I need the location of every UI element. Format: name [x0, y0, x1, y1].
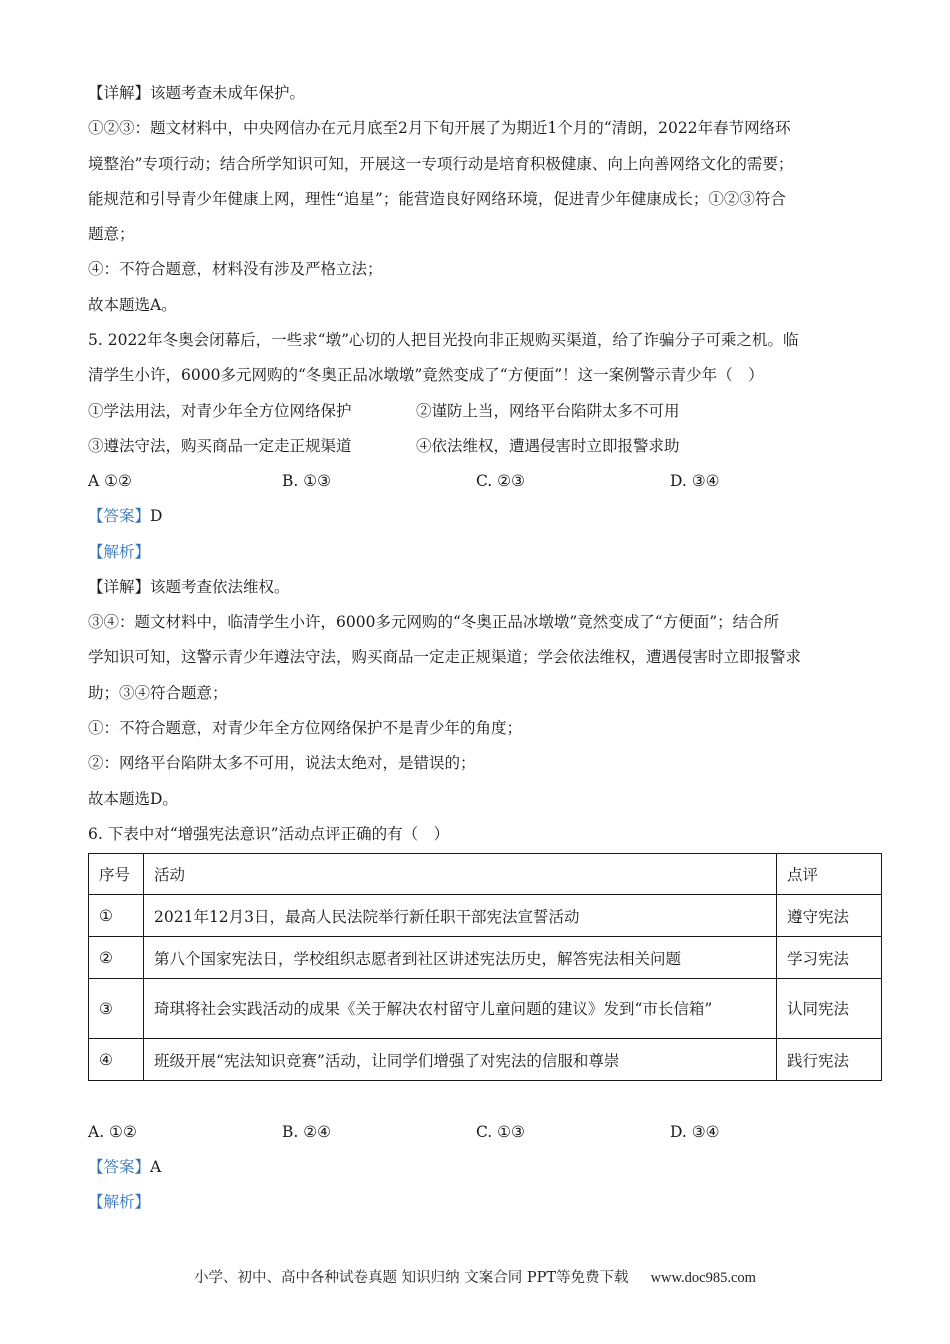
answer-value: D: [150, 507, 163, 526]
question-6-stem: 6. 下表中对“增强宪法意识”活动点评正确的有（ ）: [88, 824, 450, 843]
table-cell: 2021年12月3日，最高人民法院举行新任职干部宪法宣誓活动: [144, 895, 777, 937]
question-5-stem-cont: 清学生小许，6000多元网购的“冬奥正品冰墩墩”竟然变成了“方便面”！这一案例警示青少年（ ）: [88, 366, 764, 385]
detail-tag: 【详解】: [88, 84, 151, 102]
paragraph-line: 助；③④符合题意；: [88, 683, 228, 702]
detail-tag: 【详解】: [88, 577, 151, 596]
table-cell: 班级开展“宪法知识竞赛”活动，让同学们增强了对宪法的信服和尊崇: [144, 1039, 777, 1081]
conclusion-line: 故本题选A。: [88, 295, 177, 314]
table-cell: 第八个国家宪法日，学校组织志愿者到社区讲述宪法历史，解答宪法相关问题: [144, 937, 777, 979]
table-cell: 遵守宪法: [777, 895, 882, 937]
analysis-line: [88, 1185, 863, 1220]
document-body: [88, 76, 863, 852]
question-5-options: [88, 464, 863, 499]
table-row: [89, 979, 882, 1039]
answer-line: [88, 499, 863, 534]
table-cell: ③: [89, 979, 144, 1039]
question-6-options: [88, 1115, 863, 1150]
table-cell: ②: [89, 937, 144, 979]
table-cell: 践行宪法: [777, 1039, 882, 1081]
footer-text: 小学、初中、高中各种试卷真题 知识归纳 文案合同 PPT等免费下载: [194, 1270, 629, 1286]
paragraph-line: ④：不符合题意，材料没有涉及严格立法；: [88, 260, 383, 279]
table-cell: 认同宪法: [777, 979, 882, 1039]
answer-line: [88, 1150, 863, 1185]
paragraph-line: ③④：题文材料中，临清学生小许，6000多元网购的“冬奥正品冰墩墩”竟然变成了“方便面”；结合所: [88, 613, 780, 632]
answer-value: A: [150, 1158, 162, 1176]
footer-url[interactable]: www.doc985.com: [650, 1270, 756, 1286]
activity-table: [88, 853, 882, 1081]
statement-4: ④依法维权，遭遇侵害时立即报警求助: [416, 436, 680, 455]
answer-tag: 【答案】: [88, 1158, 151, 1176]
table-header-cell: 序号: [89, 854, 144, 895]
table-cell: ④: [89, 1039, 144, 1081]
option-b: B. ①③: [282, 472, 332, 491]
table-cell: ①: [89, 895, 144, 937]
option-d: D. ③④: [670, 472, 720, 491]
table-row: [89, 937, 882, 979]
detail-line: 【详解】该题考查依法维权。: [88, 577, 290, 596]
statement-3: ③遵法守法，购买商品一定走正规渠道: [88, 436, 352, 455]
conclusion-line: 故本题选D。: [88, 789, 178, 808]
option-a: A. ①②: [88, 1123, 137, 1141]
paragraph-line: 能规范和引导青少年健康上网，理性“追星”；能营造良好网络环境，促进青少年健康成长；①②③符合: [88, 189, 786, 208]
paragraph-line: 学知识可知，这警示青少年遵法守法，购买商品一定走正规渠道；学会依法维权，遭遇侵害时立即报警求: [88, 648, 802, 667]
table-header-row: [89, 854, 882, 895]
option-c: C. ①③: [476, 1123, 525, 1141]
question-6-footer: [88, 1115, 863, 1221]
paragraph-line: ②：网络平台陷阱太多不可用，说法太绝对，是错误的；: [88, 754, 476, 773]
statement-row: [88, 429, 863, 464]
table-cell: 琦琪将社会实践活动的成果《关于解决农村留守儿童问题的建议》发到“市长信箱”: [144, 979, 777, 1039]
paragraph-line: 境整治”专项行动；结合所学知识可知，开展这一专项行动是培育积极健康、向上向善网络文化的需要；: [88, 154, 794, 173]
analysis-tag: 【解析】: [88, 542, 151, 561]
table-cell: 学习宪法: [777, 937, 882, 979]
option-d: D. ③④: [670, 1123, 720, 1141]
table-header-cell: 点评: [777, 854, 882, 895]
paragraph-line: 题意；: [88, 225, 135, 244]
option-c: C. ②③: [476, 472, 525, 491]
page-footer: [0, 1266, 950, 1287]
paragraph-line: ①②③：题文材料中，中央网信办在元月底至2月下旬开展了为期近1个月的“清朗，2022年春节网络环: [88, 119, 791, 138]
option-b: B. ②④: [282, 1123, 332, 1141]
statement-row: [88, 394, 863, 429]
detail-line: 【详解】该题考查未成年保护。: [88, 84, 306, 102]
answer-tag: 【答案】: [88, 507, 151, 526]
statement-2: ②谨防上当，网络平台陷阱太多不可用: [416, 401, 680, 420]
table-row: [89, 1039, 882, 1081]
table-header-cell: 活动: [144, 854, 777, 895]
analysis-line: [88, 535, 863, 570]
table-row: [89, 895, 882, 937]
option-a: A ①②: [88, 472, 132, 491]
analysis-tag: 【解析】: [88, 1193, 151, 1212]
paragraph-line: ①：不符合题意，对青少年全方位网络保护不是青少年的角度；: [88, 719, 523, 738]
statement-1: ①学法用法，对青少年全方位网络保护: [88, 401, 352, 420]
question-5-stem: 5. 2022年冬奥会闭幕后，一些求“墩”心切的人把目光投向非正规购买渠道，给了诈骗分子可乘之机。临: [88, 331, 799, 350]
